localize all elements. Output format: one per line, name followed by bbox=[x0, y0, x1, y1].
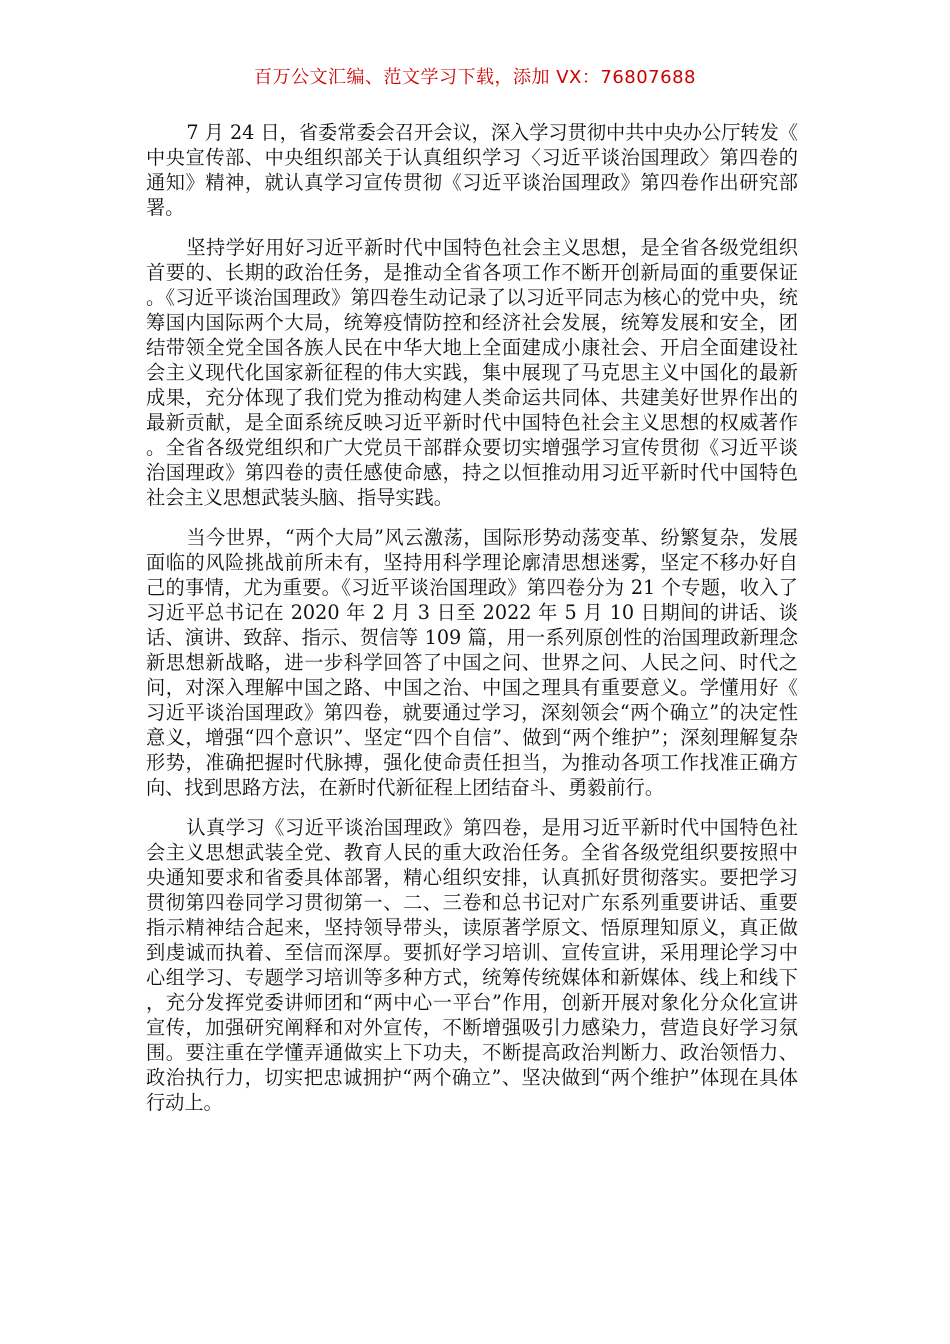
paragraph-1: 7 月 24 日，省委常委会召开会议，深入学习贯彻中共中央办公厅转发《中央宣传部、中央组织部关于认真组织学习〈习近平谈治国理政〉第四卷的通知》精神，就认真学习宣传贯彻《习近平谈治国理政》第四卷作出研究部署。 bbox=[146, 121, 798, 219]
article-body bbox=[146, 120, 798, 1130]
paragraph-2: 坚持学好用好习近平新时代中国特色社会主义思想，是全省各级党组织首要的、长期的政治任务，是推动全省各项工作不断开创新局面的重要保证。《习近平谈治国理政》第四卷生动记录了以习近平同志为核心的党中央，统筹国内国际两个大局，统筹疫情防控和经济社会发展，统筹发展和安全，团结带领全党全国各族人民在中华大地上全面建成小康社会、开启全面建设社会主义现代化国家新征程的伟大实践，集中展现了马克思主义中国化的最新成果，充分体现了我们党为推动构建人类命运共同体、共建美好世界作出的最新贡献，是全面系统反映习近平新时代中国特色社会主义思想的权威著作。全省各级党组织和广大党员干部群众要切实增强学习宣传贯彻《习近平谈治国理政》第四卷的责任感使命感，持之以恒推动用习近平新时代中国特色社会主义思想武装头脑、指导实践。 bbox=[146, 236, 798, 509]
header-watermark-text: 百万公文汇编、范文学习下载，添加 VX：76807688 bbox=[254, 67, 696, 88]
paragraph-3: 当今世界，“两个大局”风云激荡，国际形势动荡变革、纷繁复杂，发展面临的风险挑战前所未有，坚持用科学理论廓清思想迷雾，坚定不移办好自己的事情，尤为重要。《习近平谈治国理政》第四卷分为 21 个专题，收入了习近平总书记在 2020 年 2 月 3 日至 2022 年 5 月 10 日期间的讲话、谈话、演讲、致辞、指示、贺信等 109 篇，用一系列原创性的治国理政新理念新思想新战略，进一步科学回答了中国之问、世界之问、人民之问、时代之问，对深入理解中国之路、中国之治、中国之理具有重要意义。学懂用好《习近平谈治国理政》第四卷，就要通过学习，深刻领会“两个确立”的决定性意义，增强“四个意识”、坚定“四个自信”、做到“两个维护”；深刻理解复杂形势，准确把握时代脉搏，强化使命责任担当，为推动各项工作找准正确方向、找到思路方法，在新时代新征程上团结奋斗、勇毅前行。 bbox=[146, 526, 798, 799]
paragraph-4: 认真学习《习近平谈治国理政》第四卷，是用习近平新时代中国特色社会主义思想武装全党、教育人民的重大政治任务。全省各级党组织要按照中央通知要求和省委具体部署，精心组织安排，认真抓好贯彻落实。要把学习贯彻第四卷同学习贯彻第一、二、三卷和总书记对广东系列重要讲话、重要指示精神结合起来，坚持领导带头，读原著学原文、悟原理知原义，真正做到虔诚而执着、至信而深厚。要抓好学习培训、宣传宣讲，采用理论学习中心组学习、专题学习培训等多种方式，统筹传统媒体和新媒体、线上和线下，充分发挥党委讲师团和“两中心一平台”作用，创新开展对象化分众化宣讲宣传，加强研究阐释和对外宣传，不断增强吸引力感染力，营造良好学习氛围。要注重在学懂弄通做实上下功夫，不断提高政治判断力、政治领悟力、政治执行力，切实把忠诚拥护“两个确立”、坚决做到“两个维护”体现在具体行动上。 bbox=[146, 816, 798, 1114]
